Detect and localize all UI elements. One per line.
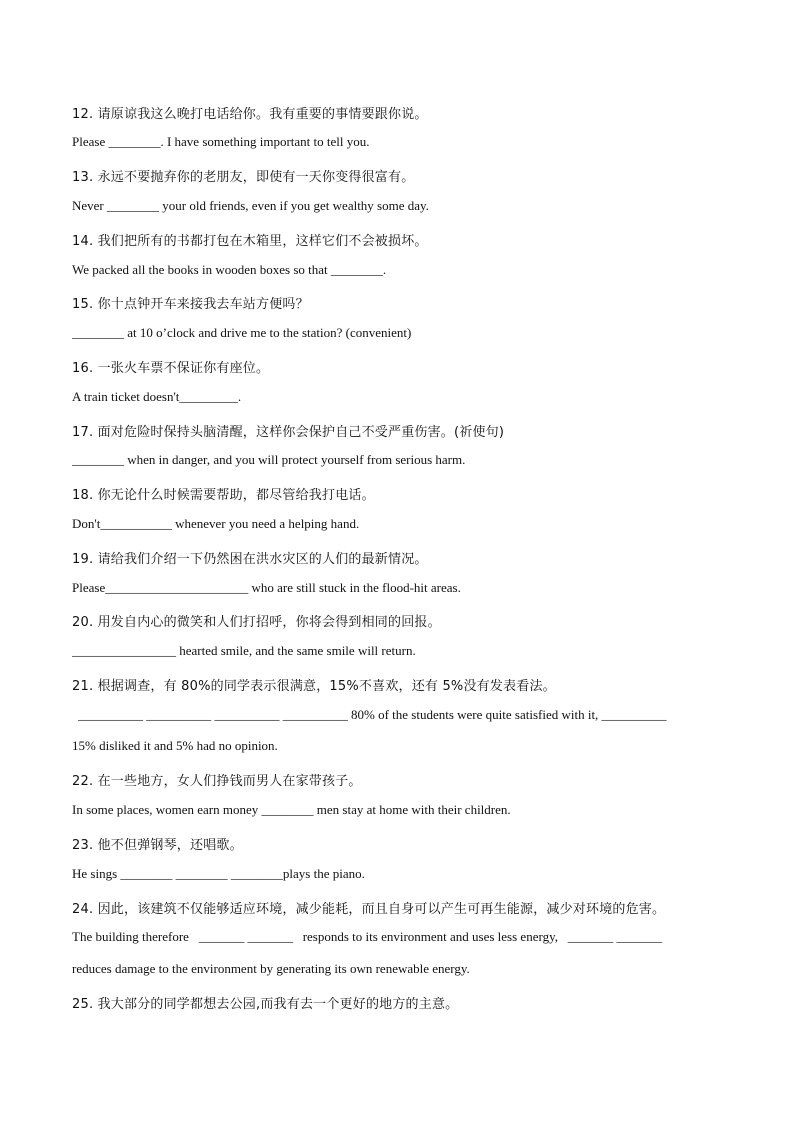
question-24-english-continued: reduces damage to the environment by generating its own renewable energy. — [72, 961, 470, 976]
question-17-chinese: 17. 面对危险时保持头脑清醒，这样你会保护自己不受严重伤害。(祈使句) — [72, 425, 505, 440]
question-22-english: In some places, women earn money ________ men stay at home with their children. — [72, 802, 511, 817]
question-20-english: ________________ hearted smile, and the same smile will return. — [72, 643, 416, 658]
question-16-english: A train ticket doesn't_________. — [72, 389, 242, 404]
question-20-chinese: 20. 用发自内心的微笑和人们打招呼，你将会得到相同的回报。 — [72, 615, 441, 630]
question-15-chinese: 15. 你十点钟开车来接我去车站方便吗？ — [72, 297, 309, 312]
question-18-english: Don't___________ whenever you need a helping hand. — [72, 516, 360, 531]
question-17-english: ________ when in danger, and you will protect yourself from serious harm. — [72, 452, 466, 467]
question-21-english-continued: 15% disliked it and 5% had no opinion. — [72, 738, 278, 753]
question-12-chinese: 12. 请原谅我这么晚打电话给你。我有重要的事情要跟你说。 — [72, 107, 428, 122]
question-23-english: He sings ________ ________ ________plays the piano. — [72, 866, 365, 881]
question-23-chinese: 23. 他不但弹钢琴，还唱歌。 — [72, 838, 243, 853]
question-19-chinese: 19. 请给我们介绍一下仍然困在洪水灾区的人们的最新情况。 — [72, 552, 428, 567]
question-21-english: __________ __________ __________ __________ 80% of the students were quite satisfied with it, __________ — [78, 707, 667, 722]
question-24-chinese: 24. 因此，该建筑不仅能够适应环境，减少能耗，而且自身可以产生可再生能源，减少对环境的危害。 — [72, 902, 666, 917]
question-16-chinese: 16. 一张火车票不保证你有座位。 — [72, 361, 270, 376]
question-24-english: The building therefore _______ _______ responds to its environment and uses less energy, _______ _______ — [72, 929, 662, 944]
question-25-chinese: 25. 我大部分的同学都想去公园,而我有去一个更好的地方的主意。 — [72, 997, 459, 1012]
question-22-chinese: 22. 在一些地方，女人们挣钱而男人在家带孩子。 — [72, 774, 362, 789]
question-19-english: Please______________________ who are still stuck in the flood-hit areas. — [72, 580, 461, 595]
question-14-english: We packed all the books in wooden boxes so that ________. — [72, 262, 387, 277]
question-12-english: Please ________. I have something important to tell you. — [72, 134, 370, 149]
question-13-chinese: 13. 永远不要抛弃你的老朋友，即使有一天你变得很富有。 — [72, 170, 415, 185]
question-21-chinese: 21. 根据调查，有 80%的同学表示很满意，15%不喜欢，还有 5%没有发表看法。 — [72, 679, 556, 694]
question-15-english: ________ at 10 o’clock and drive me to the station? (convenient) — [72, 325, 412, 340]
question-18-chinese: 18. 你无论什么时候需要帮助，都尽管给我打电话。 — [72, 488, 375, 503]
question-13-english: Never ________ your old friends, even if you get wealthy some day. — [72, 198, 429, 213]
question-14-chinese: 14. 我们把所有的书都打包在木箱里，这样它们不会被损坏。 — [72, 234, 428, 249]
